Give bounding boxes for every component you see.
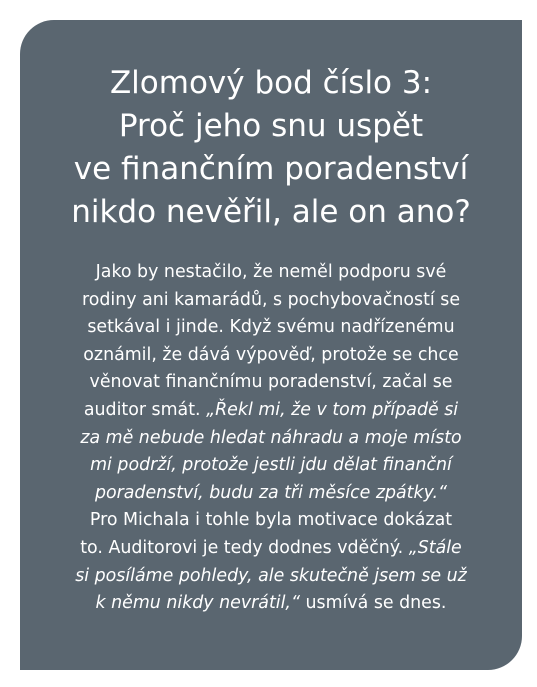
paragraph-line: rodiny ani kamarádů, s pochybovačností se (81, 289, 461, 310)
box-paragraph (46, 259, 496, 618)
sidebar-box (20, 20, 522, 670)
paragraph-line (46, 397, 496, 425)
paragraph-line: Jako by nestačilo, že neměl podporu své (95, 262, 447, 282)
paragraph-line: věnovat finančnímu poradenství, začal se (89, 372, 453, 393)
headline-line: nikdo nevěřil, ale on ano? (71, 194, 471, 230)
paragraph-line: oznámil, že dává výpověď, protože se chce (83, 344, 459, 365)
headline-line: Zlomový bod číslo 3: (109, 65, 433, 101)
paragraph-line (46, 535, 496, 563)
paragraph-line: Pro Michala i tohle byla motivace dokázat (89, 510, 453, 531)
quote-text: „Řekl mi, že v tom případě si (206, 399, 459, 420)
paragraph-line: setkával i jinde. Když svému nadřízenému (87, 317, 455, 338)
plain-text: auditor smát. (83, 399, 207, 420)
quote-line: poradenství, budu za tři měsíce zpátky.“ (94, 482, 448, 503)
quote-text: „Stále (408, 537, 462, 558)
quote-line: si posíláme pohledy, ale skutečně jsem se už (75, 565, 467, 586)
quote-line: za mě nebude hledat náhradu a moje místo (80, 427, 462, 448)
quote-line: mi podrží, protože jestli jdu dělat finanční (90, 455, 452, 476)
plain-text: to. Auditorovi je tedy dodnes vděčný. (80, 537, 409, 558)
headline-line: ve finančním poradenství (73, 151, 469, 187)
paragraph-line (46, 590, 496, 618)
plain-text: usmívá se dnes. (299, 593, 447, 614)
headline-line: Proč jeho snu uspět (118, 108, 424, 144)
quote-text: k němu nikdy nevrátil,“ (95, 593, 300, 614)
box-headline (46, 62, 496, 234)
